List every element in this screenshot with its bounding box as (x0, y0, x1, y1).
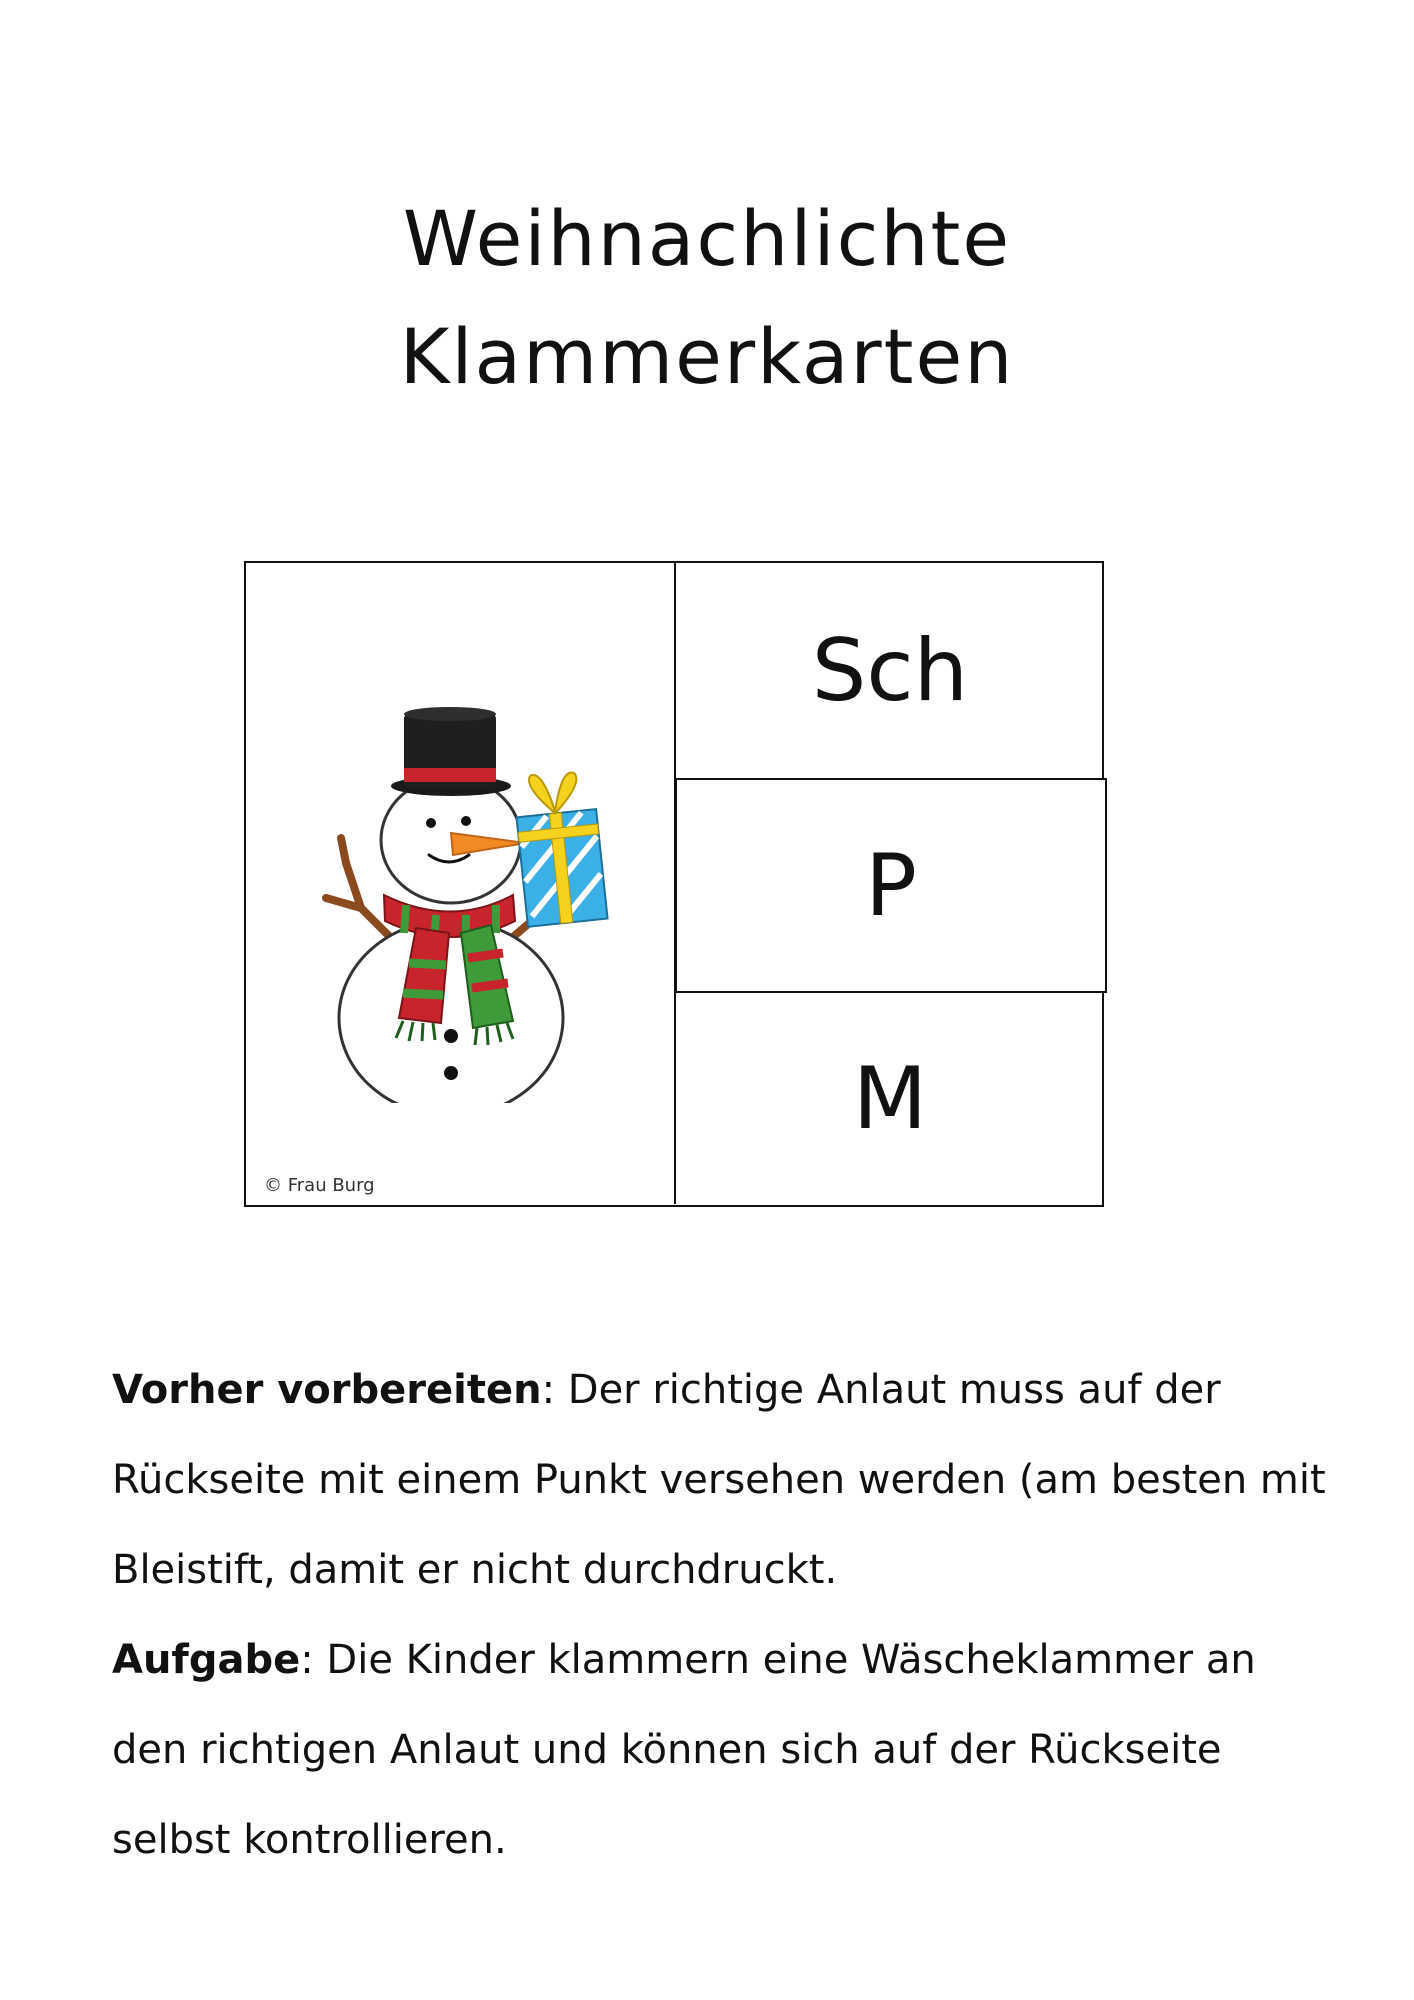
task-paragraph (112, 1615, 1332, 1885)
task-label: Aufgabe (112, 1637, 301, 1683)
clip-card (244, 561, 1104, 1207)
snowman-with-gift-icon (301, 643, 621, 1103)
task-text: : Die Kinder klammern eine Wäscheklammer an den richtigen Anlaut und können sich auf der Rückseite selbst kontrollieren. (112, 1637, 1256, 1863)
copyright-credit: © Frau Burg (264, 1175, 375, 1196)
choice-p[interactable]: P (675, 778, 1107, 993)
card-picture (246, 563, 676, 1204)
choice-sch[interactable]: Sch (811, 620, 969, 721)
page-title (0, 180, 1414, 416)
title-line-1: Weihnachlichte (402, 194, 1012, 283)
prepare-paragraph (112, 1345, 1332, 1615)
instructions (112, 1345, 1332, 1885)
prepare-text: : Der richtige Anlaut muss auf der Rückseite mit einem Punkt versehen werden (am besten mit Bleistift, damit er nicht durchdruckt. (112, 1367, 1326, 1593)
prepare-label: Vorher vorbereiten (112, 1367, 542, 1413)
title-line-2: Klammerkarten (399, 312, 1015, 401)
choice-m[interactable]: M (852, 1048, 928, 1149)
